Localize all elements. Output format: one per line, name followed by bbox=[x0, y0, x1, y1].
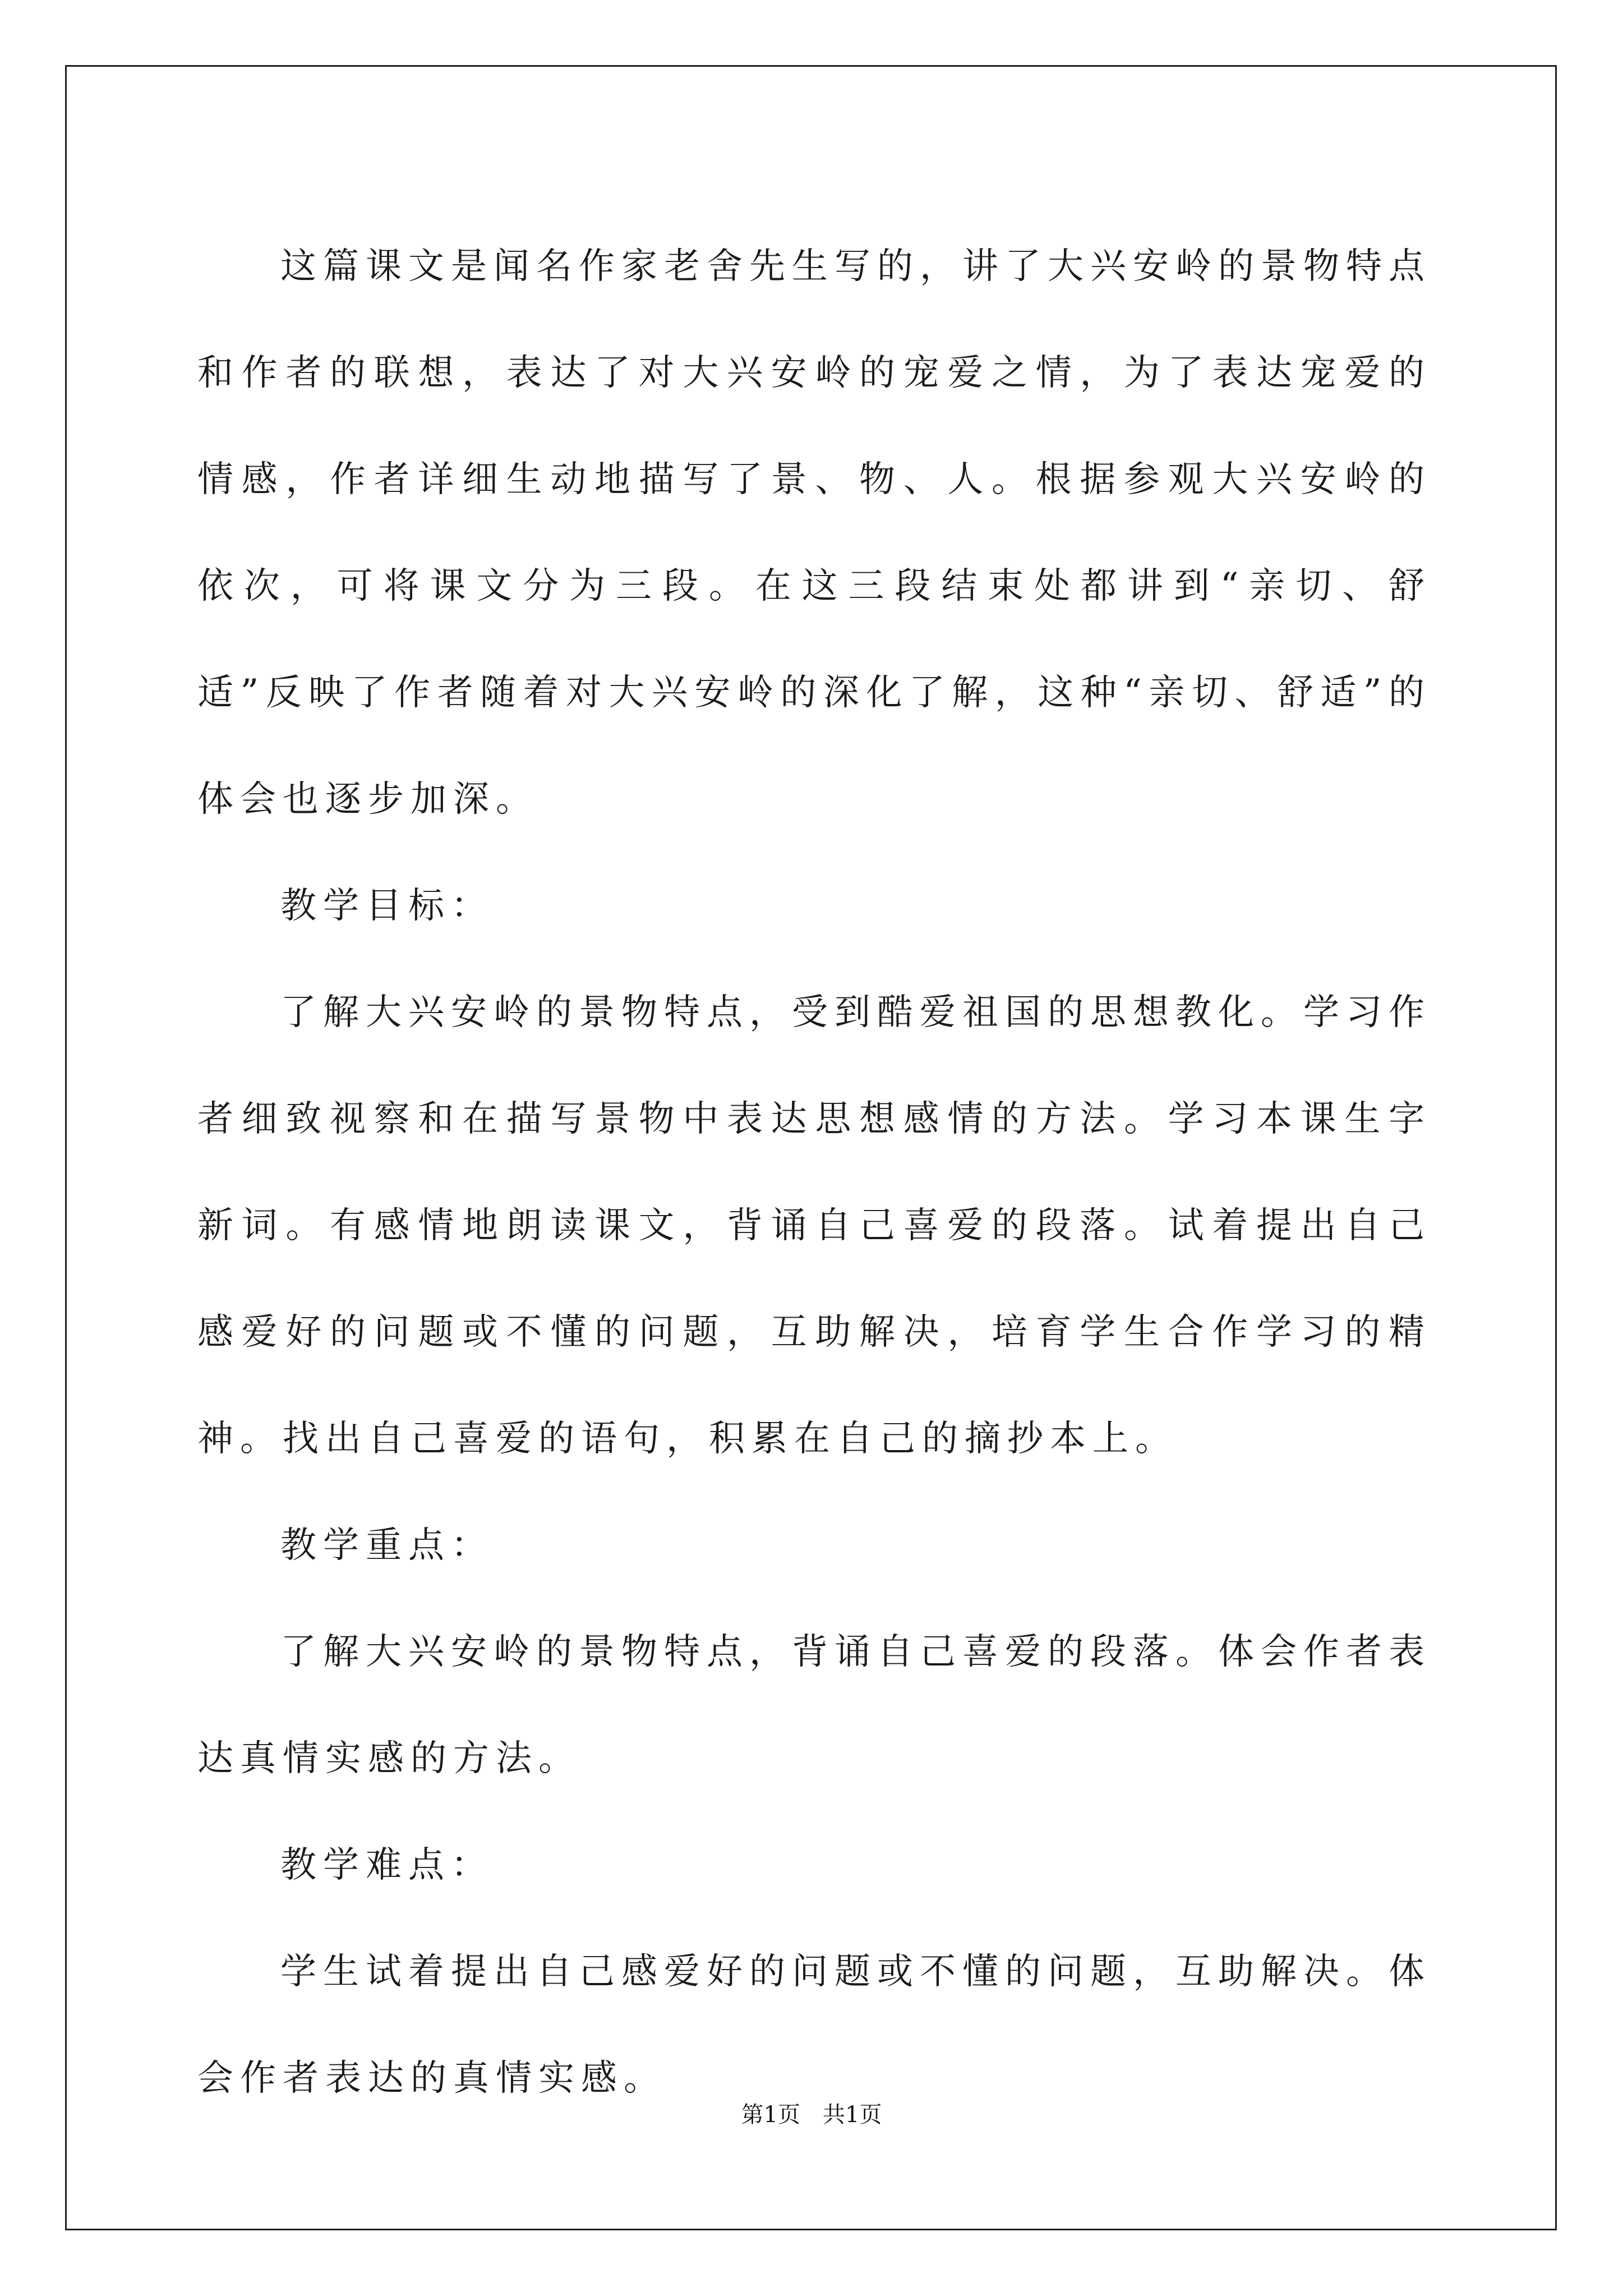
key-points-heading: 教学重点： bbox=[280, 1525, 494, 1566]
document-body bbox=[197, 213, 1431, 2132]
difficulties-paragraph: 学生试着提出自己感爱好的问题或不懂的问题，互助解决。体会作者表达的真情实感。 bbox=[197, 1951, 1431, 2099]
intro-paragraph: 这篇课文是闻名作家老舍先生写的，讲了大兴安岭的景物特点和作者的联想，表达了对大兴安岭的宠爱之情，为了表达宠爱的情感，作者详细生动地描写了景、物、人。根据参观大兴安岭的依次，可将课文分为三段。在这三段结束处都讲到“亲切、舒适”反映了作者随着对大兴安岭的深化了解，这种“亲切、舒适”的体会也逐步加深。 bbox=[197, 246, 1431, 820]
objectives-paragraph: 了解大兴安岭的景物特点，受到酷爱祖国的思想教化。学习作者细致视察和在描写景物中表达思想感情的方法。学习本课生字新词。有感情地朗读课文，背诵自己喜爱的段落。试着提出自己感爱好的问题或不懂的问题，互助解决，培育学生合作学习的精神。找出自己喜爱的语句，积累在自己的摘抄本上。 bbox=[197, 992, 1431, 1460]
page-footer bbox=[0, 2097, 1623, 2129]
page-number: 第1页 bbox=[741, 2102, 800, 2128]
key-points-paragraph: 了解大兴安岭的景物特点，背诵自己喜爱的段落。体会作者表达真情实感的方法。 bbox=[197, 1631, 1431, 1779]
objectives-heading: 教学目标： bbox=[280, 885, 494, 927]
page-total: 共1页 bbox=[823, 2102, 882, 2128]
difficulties-heading: 教学难点： bbox=[280, 1844, 494, 1886]
